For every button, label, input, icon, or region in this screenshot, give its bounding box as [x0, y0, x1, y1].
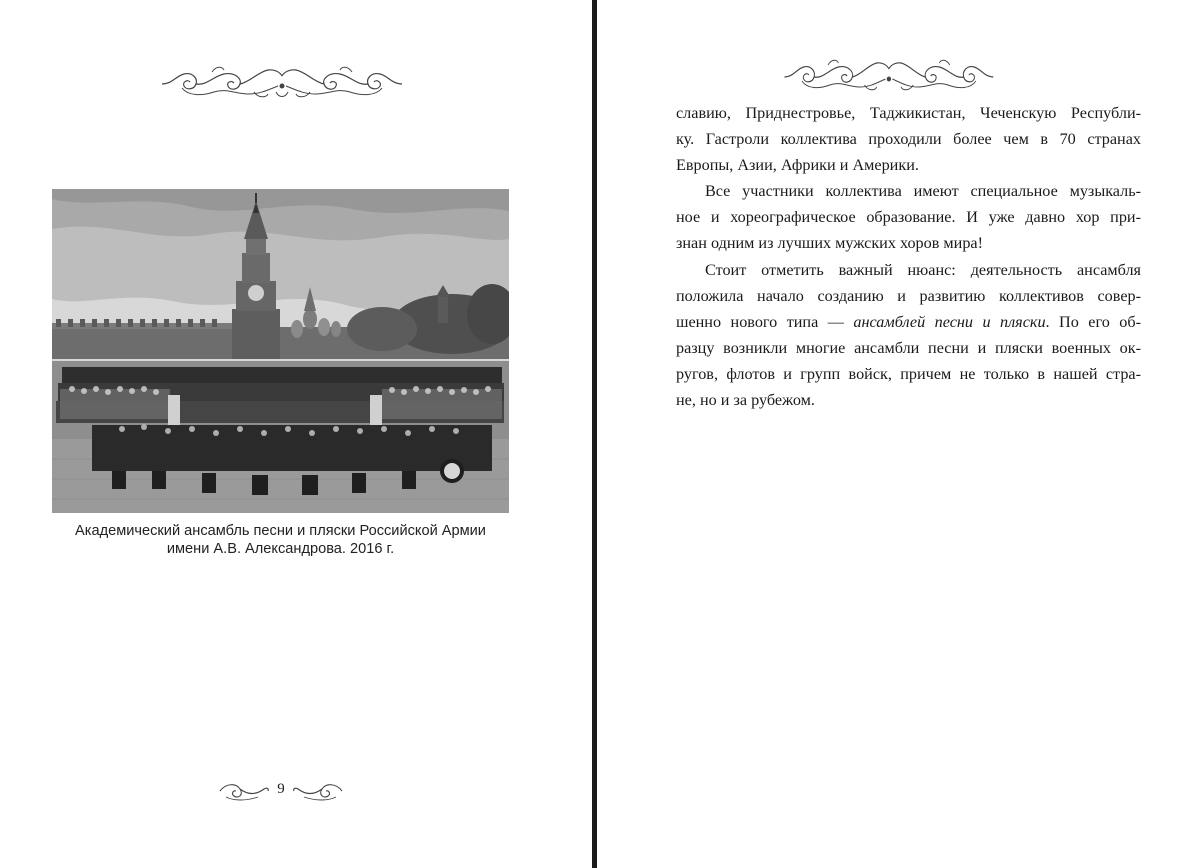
body-text [676, 100, 1141, 413]
choir-on-red-square-photo-icon [52, 189, 509, 513]
paragraph [676, 257, 1141, 414]
text-run: шенно нового типа — [676, 312, 854, 331]
text-line: знан одним из лучших мужских хоров мира! [676, 234, 984, 253]
right-page [597, 0, 1186, 868]
page-folio [218, 776, 344, 806]
text-line: положила начало созданию и развитию коллективов совер- [676, 286, 1141, 305]
text-line: ное и хореографическое образование. И уже давно хор при- [676, 208, 1141, 227]
top-ornament-left-icon [158, 62, 406, 106]
text-line: Все участники коллектива имеют специальное музыкаль- [705, 182, 1141, 201]
text-line: Стоит отметить важный нюанс: деятельность ансамбля [705, 260, 1141, 279]
top-ornament-right-icon [781, 55, 997, 99]
text-line: не, но и за рубежом. [676, 391, 815, 410]
italic-phrase: ансамблей песни и пляски [853, 312, 1046, 331]
text-line: разцу возникли многие ансамбли песни и пляски военных ок- [676, 338, 1141, 357]
caption-line: Академический ансамбль песни и пляски Российской Армии [75, 523, 486, 539]
text-line: Европы, Азии, Африки и Америки. [676, 156, 919, 175]
caption-line: имени А.В. Александрова. 2016 г. [166, 541, 395, 557]
text-line: ку. Гастроли коллектива проходили более чем в 70 странах [676, 130, 1141, 149]
text-line [676, 309, 1141, 335]
text-line: славию, Приднестровье, Таджикистан, Чеченскую Республи- [676, 104, 1141, 122]
paragraph [676, 178, 1141, 256]
page-number: 9 [277, 781, 285, 797]
photo-caption [52, 522, 509, 558]
paragraph [676, 100, 1141, 178]
text-line: ругов, флотов и групп войск, причем не только в нашей стра- [676, 364, 1141, 383]
folio-ornament-right-icon [292, 779, 344, 801]
ensemble-photo [52, 189, 509, 513]
text-run: . По его об- [1045, 312, 1141, 331]
